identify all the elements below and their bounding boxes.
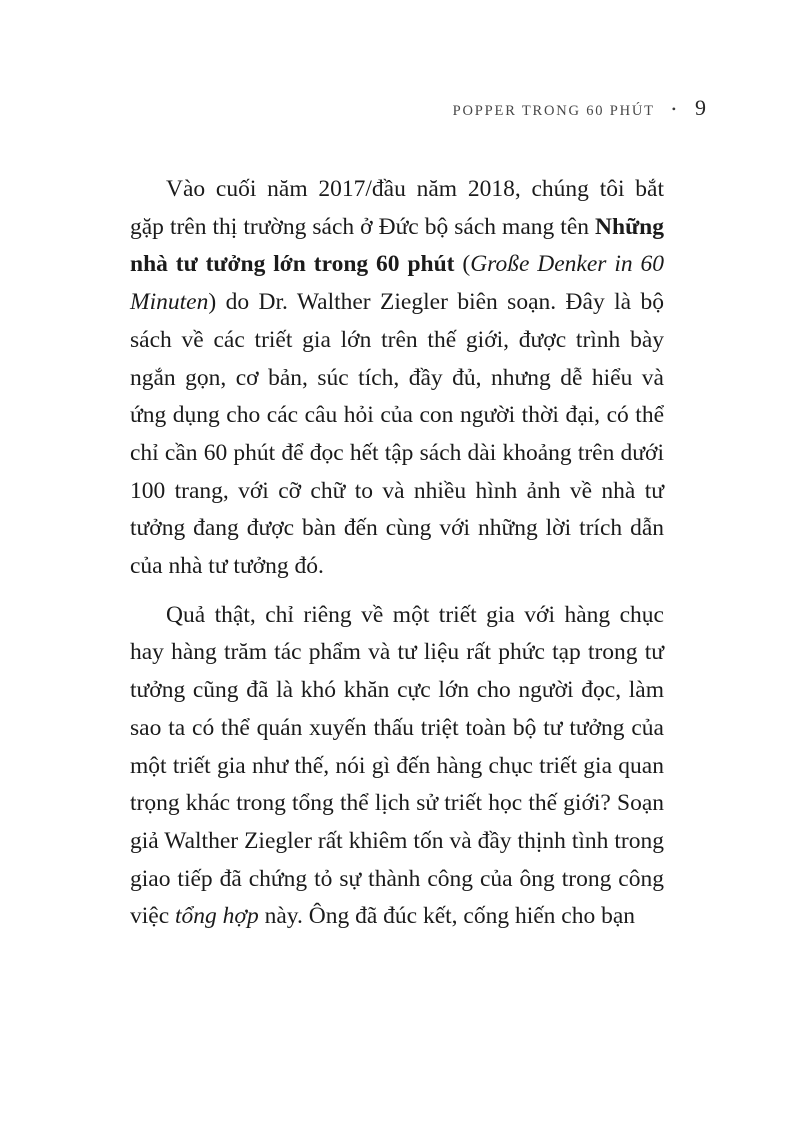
page-body	[130, 171, 664, 936]
paragraph	[130, 597, 664, 936]
text-segment: Những nhà tư tưởng lớn trong 60 phút	[130, 213, 664, 278]
running-head-title: POPPER TRONG 60 PHÚT	[452, 103, 655, 119]
text-segment: Große Denker in 60 Minuten	[130, 251, 664, 316]
text-segment: tổng hợp	[175, 903, 259, 930]
text-segment: Vào cuối năm 2017/đầu năm 2018, chúng tôi bắt gặp trên thị trường sách ở Đức bộ sách mang tên	[130, 176, 664, 240]
page-number: 9	[695, 95, 706, 120]
text-segment: này. Ông đã đúc kết, cống hiến cho bạn	[258, 903, 636, 930]
running-head	[453, 95, 706, 121]
text-segment: ) do Dr. Walther Ziegler biên soạn. Đây là bộ sách về các triết gia lớn trên thế giới, được trình bày ngắn gọn, cơ bản, súc tích, đầy đủ, nhưng dễ hiểu và ứng dụng cho các câu hỏi của con người thời đại, có thể chỉ cần 60 phút để đọc hết tập sách dài khoảng trên dưới 100 trang, với cỡ chữ to và nhiều hình ảnh về nhà tư tưởng đang được bàn đến cùng với những lời trích dẫn của nhà tư tưởng đó.	[130, 289, 664, 580]
text-segment: (	[454, 251, 471, 278]
bullet-separator-icon: •	[671, 102, 676, 116]
text-segment: Quả thật, chỉ riêng về một triết gia với hàng chục hay hàng trăm tác phẩm và tư liệu rất phức tạp trong tư tưởng cũng đã là khó khăn cực lớn cho người đọc, làm sao ta có thể quán xuyến thấu triệt toàn bộ tư tưởng của một triết gia như thế, nói gì đến hàng chục triết gia quan trọng khác trong tổng thể lịch sử triết học thế giới? Soạn giả Walther Ziegler rất khiêm tốn và đầy thịnh tình trong giao tiếp đã chứng tỏ sự thành công của ông trong công việc	[130, 601, 664, 930]
paragraph	[130, 171, 664, 586]
